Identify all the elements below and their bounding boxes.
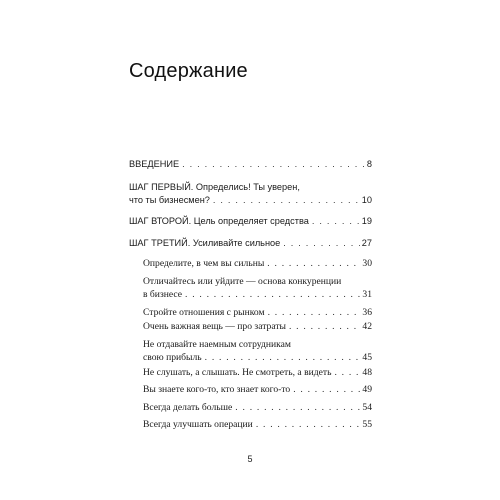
toc-entry-page: 45 [362,352,372,363]
toc-entry-label: что ты бизнесмен? [129,195,210,205]
toc-entry-page: 48 [362,367,372,378]
toc-subentry[interactable] [143,418,372,431]
page-number: 5 [247,454,253,464]
toc-entry-page: 19 [361,216,372,226]
toc-subentry[interactable] [143,257,372,270]
toc-entry-page: 30 [362,258,372,269]
toc-entry-label: Очень важная вещь — про затраты [143,321,286,332]
page-title: Содержание [129,60,248,82]
leader-dots [289,320,360,333]
toc-entry-page: 36 [362,307,372,318]
toc-entry-label: Вы знаете кого-то, кто знает кого-то [143,384,291,395]
leader-dots [256,418,361,431]
toc-entry-page: 55 [362,419,372,430]
leader-dots [283,237,360,250]
toc-subentry[interactable] [143,306,372,319]
toc-entry-label: Не отдавайте наемным сотрудникам [143,339,291,350]
toc-entry-label: ШАГ ТРЕТИЙ. Усиливайте сильное [129,238,281,248]
leader-dots [334,366,360,379]
leader-dots [182,158,365,171]
toc-entry-page: 42 [362,321,372,332]
toc-entry-label: Не слушать, а слышать. Не смотреть, а видеть [143,367,332,378]
toc-entry-label: Определите, в чем вы сильны [143,258,265,269]
toc-entry-page: 27 [361,238,372,248]
leader-dots [293,383,360,396]
toc-entry-step-two[interactable] [129,215,372,228]
toc-subentry[interactable] [143,401,372,414]
leader-dots [213,194,360,207]
toc-entry-label: Всегда делать больше [143,402,233,413]
toc-subentry[interactable] [143,338,372,364]
toc-subentry[interactable] [143,383,372,396]
toc-entry-label: Всегда улучшать операции [143,419,253,430]
toc-entry-page: 31 [362,289,372,300]
leader-dots [235,401,360,414]
toc-entry-label: свою прибыль [143,352,202,363]
toc-entry-step-one[interactable] [129,181,372,207]
toc-subentry[interactable] [143,275,372,301]
toc-entry-label: ШАГ ВТОРОЙ. Цель определяет средства [129,216,309,226]
leader-dots [268,306,361,319]
toc-entry-label: в бизнесе [143,289,182,300]
toc-entry-label: ШАГ ПЕРВЫЙ. Определись! Ты уверен, [129,182,300,192]
toc-entry-label: Стройте отношения с рынком [143,307,265,318]
toc-entry-introduction[interactable] [129,158,372,171]
leader-dots [185,288,360,301]
toc-entry-page: 54 [362,402,372,413]
leader-dots [205,351,361,364]
toc-entry-page: 49 [362,384,372,395]
leader-dots [312,215,360,228]
table-of-contents [129,0,372,500]
toc-entry-label: ВВЕДЕНИЕ [129,159,180,169]
toc-subentry[interactable] [143,366,372,379]
toc-entry-label: Отличайтесь или уйдите — основа конкуренции [143,276,342,287]
toc-subentry[interactable] [143,320,372,333]
toc-entry-page: 10 [361,195,372,205]
leader-dots [267,257,360,270]
toc-entry-page: 8 [366,159,372,169]
toc-entry-step-three[interactable] [129,237,372,250]
